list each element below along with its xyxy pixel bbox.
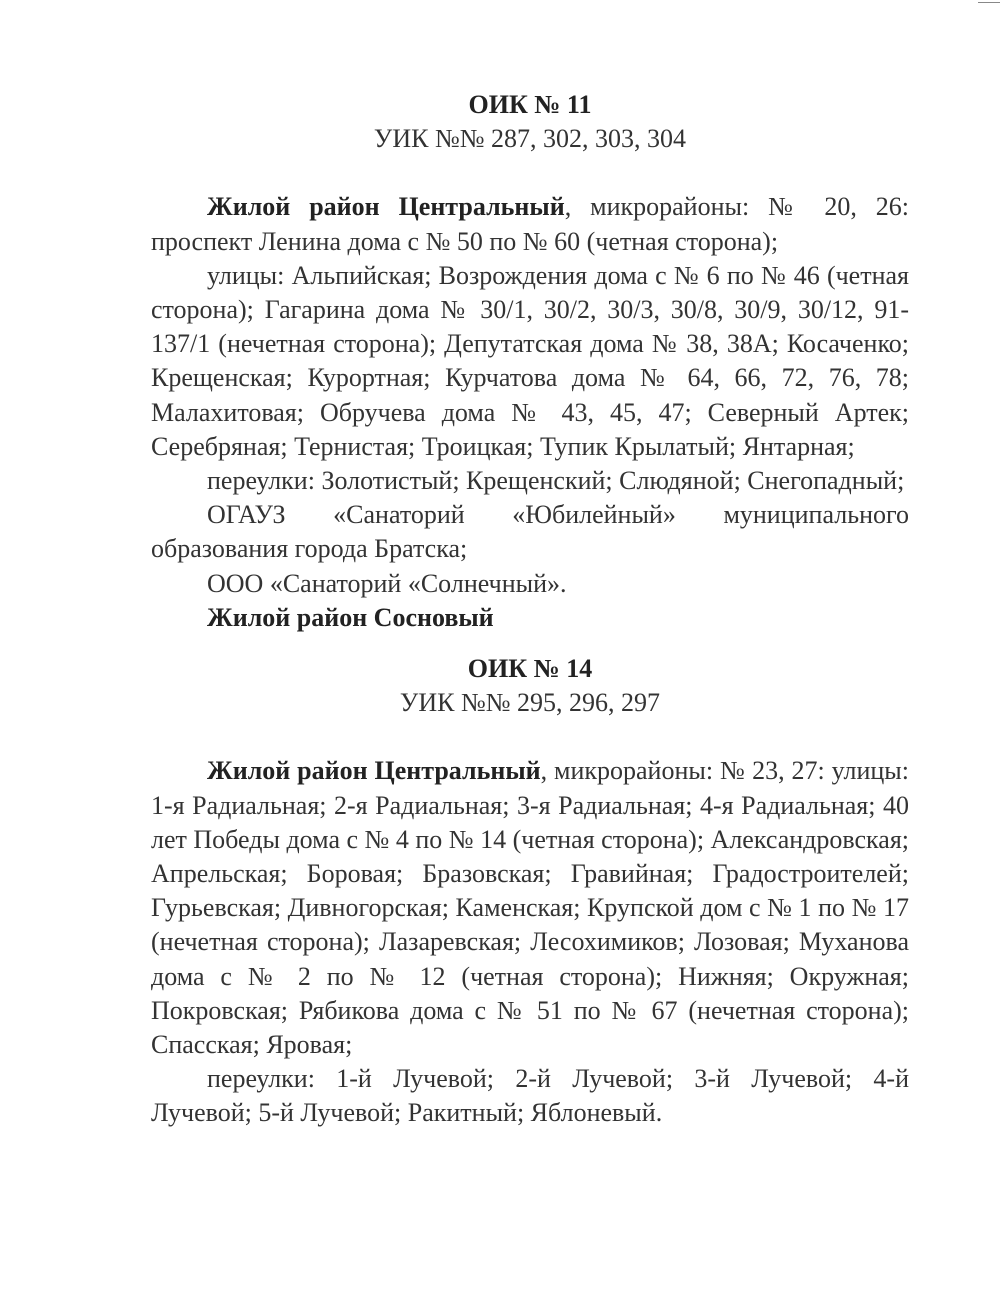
document-page bbox=[151, 88, 909, 1131]
organization-paragraph: ОГАУЗ «Санаторий «Юбилейный» муниципального образования города Братска; bbox=[151, 500, 909, 564]
streets-paragraph: улицы: Альпийская; Возрождения дома с № 6 по № 46 (четная сторона); Гагарина дома № 30/1, 30/2, 30/3, 30/8, 30/9, 30/12, 91-137/1 (нечетная сторона); Депутатская дома № 38, 38А; Косаченко; Крещенская; Курортная; Курчатова дома № 64, 66, 72, 76, 78; Малахитовая; Обручева дома № 43, 45, 47; Северный Артек; Серебряная; Тернистая; Троицкая; Тупик Крылатый; Янтарная; bbox=[151, 260, 909, 461]
section-oik-11 bbox=[151, 88, 909, 635]
district-name: Жилой район Центральный bbox=[207, 756, 541, 786]
district-name: Жилой район Сосновый bbox=[207, 602, 494, 632]
scan-edge-mark bbox=[978, 2, 1000, 3]
district-details: , микрорайоны: № 23, 27: улицы: 1-я Радиальная; 2-я Радиальная; 3-я Радиальная; 4-я Радиальная; 40 лет Победы дома с № 4 по № 14 (четная сторона); Александровская; Апрельская; Боровая; Бразовская; Гравийная; Градостроителей; Гурьевская; Дивногорская; Каменская; Крупской дом с № 1 по № 17 (нечетная сторона); Лазаревская; Лесохимиков; Лозовая; Муханова дома с № 2 по № 12 (четная сторона); Нижняя; Окружная; Покровская; Рябикова дома с № 51 по № 67 (нечетная сторона); Спасская; Яровая; bbox=[151, 756, 909, 1060]
section-subtitle: УИК №№ 287, 302, 303, 304 bbox=[373, 124, 687, 154]
intro-paragraph bbox=[151, 754, 909, 1062]
section-title: ОИК № 11 bbox=[468, 90, 592, 119]
section-title: ОИК № 14 bbox=[467, 654, 593, 684]
district-name: Жилой район Центральный bbox=[207, 192, 565, 222]
lanes-paragraph: переулки: Золотистый; Крещенский; Слюдяной; Снегопадный; bbox=[207, 466, 905, 496]
lanes-paragraph: переулки: 1-й Лучевой; 2-й Лучевой; 3-й Лучевой; 4-й Лучевой; 5-й Лучевой; Ракитный; Яблоневый. bbox=[151, 1064, 909, 1128]
district-details: , микрорайоны: № 20, 26: проспект Ленина дома с № 50 по № 60 (четная сторона); bbox=[151, 192, 909, 256]
section-oik-14 bbox=[151, 652, 909, 1131]
intro-paragraph bbox=[151, 190, 909, 258]
organization-paragraph: ООО «Санаторий «Солнечный». bbox=[207, 568, 567, 598]
spacer bbox=[151, 720, 909, 754]
spacer bbox=[151, 156, 909, 190]
section-subtitle: УИК №№ 295, 296, 297 bbox=[399, 688, 661, 718]
